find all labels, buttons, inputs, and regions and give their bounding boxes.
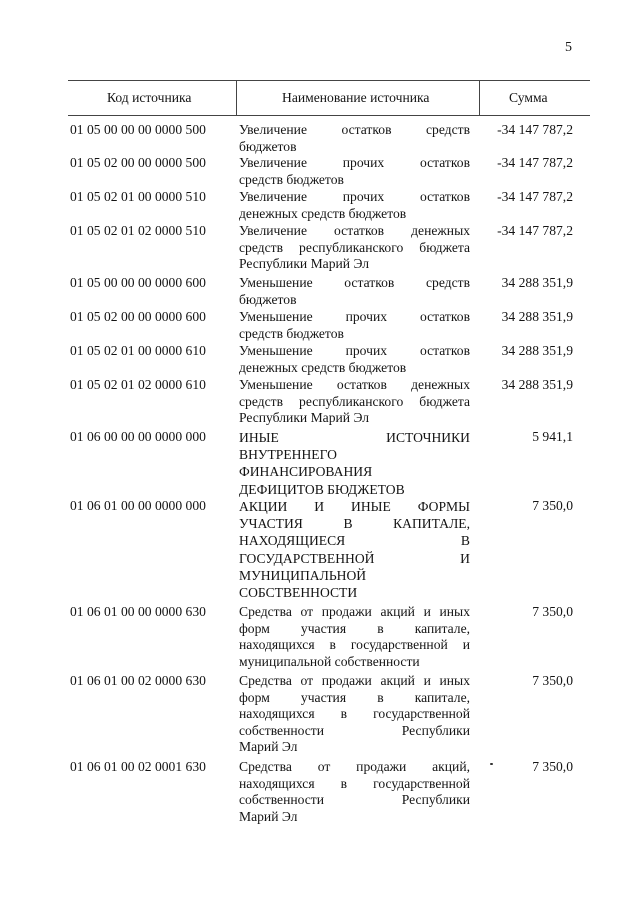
source-code: 01 05 00 00 00 0000 600 bbox=[70, 275, 206, 290]
source-name-line: собственности Республики bbox=[239, 722, 470, 738]
header-name: Наименование источника bbox=[282, 90, 430, 105]
source-name bbox=[239, 223, 470, 273]
amount-value: 7 350,0 bbox=[532, 604, 573, 619]
source-name-line: муниципальной собственности bbox=[239, 653, 420, 669]
column-divider bbox=[236, 81, 237, 115]
source-name-line: форм участия в капитале, bbox=[239, 620, 470, 636]
source-code: 01 05 02 01 02 0000 610 bbox=[70, 377, 206, 392]
amount-value: 5 941,1 bbox=[532, 429, 573, 444]
source-name-line: собственности Республики bbox=[239, 792, 470, 807]
amount-value: 34 288 351,9 bbox=[501, 377, 573, 392]
amount-value: 34 288 351,9 bbox=[501, 309, 573, 324]
source-name-line: МУНИЦИПАЛЬНОЙ bbox=[239, 567, 367, 583]
amount-value: 7 350,0 bbox=[532, 498, 573, 513]
source-name-line: Увеличение остатков средств bbox=[239, 122, 470, 137]
source-name-line: средств республиканского бюджета bbox=[239, 239, 470, 255]
source-name-line: ДЕФИЦИТОВ БЮДЖЕТОВ bbox=[239, 481, 405, 497]
source-name-line: находящихся в государственной и bbox=[239, 637, 470, 652]
source-code: 01 05 02 00 00 0000 500 bbox=[70, 155, 206, 170]
amount-value: -34 147 787,2 bbox=[497, 122, 573, 137]
source-name bbox=[239, 377, 470, 427]
source-name-line: СОБСТВЕННОСТИ bbox=[239, 584, 358, 600]
source-name bbox=[239, 122, 470, 155]
source-name bbox=[239, 275, 470, 308]
source-name bbox=[239, 309, 470, 342]
source-name-line: Средства от продажи акций и иных bbox=[239, 604, 470, 619]
amount-value: 7 350,0 bbox=[532, 673, 573, 688]
source-name bbox=[239, 673, 470, 756]
source-name-line: Марий Эл bbox=[239, 808, 298, 824]
source-code: 01 05 02 01 02 0000 510 bbox=[70, 223, 206, 238]
source-code: 01 05 02 01 00 0000 610 bbox=[70, 343, 206, 358]
source-code: 01 06 00 00 00 0000 000 bbox=[70, 429, 206, 444]
source-name bbox=[239, 343, 470, 376]
amount-value: 34 288 351,9 bbox=[501, 343, 573, 358]
source-name-line: ИНЫЕ ИСТОЧНИКИ bbox=[239, 430, 470, 445]
source-name-line: УЧАСТИЯ В КАПИТАЛЕ, bbox=[239, 516, 470, 532]
amount-value: -34 147 787,2 bbox=[497, 189, 573, 204]
amount-value: 34 288 351,9 bbox=[501, 275, 573, 290]
source-code: 01 06 01 00 02 0000 630 bbox=[70, 673, 206, 688]
source-name-line: Уменьшение прочих остатков bbox=[239, 343, 470, 358]
source-name-line: средств республиканского бюджета bbox=[239, 393, 470, 409]
source-name-line: находящихся в государственной bbox=[239, 775, 470, 791]
source-name-line: Республики Марий Эл bbox=[239, 410, 370, 425]
source-name-line: НАХОДЯЩИЕСЯ В bbox=[239, 533, 470, 549]
source-name-line: Увеличение остатков денежных bbox=[239, 223, 470, 238]
source-name-line: Уменьшение прочих остатков bbox=[239, 309, 470, 324]
source-code: 01 06 01 00 00 0000 630 bbox=[70, 604, 206, 619]
source-name-line: ФИНАНСИРОВАНИЯ bbox=[239, 464, 373, 480]
source-name-line: денежных средств бюджетов bbox=[239, 359, 407, 375]
source-name-line: ВНУТРЕННЕГО bbox=[239, 447, 337, 463]
table-header bbox=[68, 80, 590, 116]
source-name bbox=[239, 498, 470, 601]
source-code: 01 05 00 00 00 0000 500 bbox=[70, 122, 206, 137]
source-name bbox=[239, 189, 470, 222]
page-number: 5 bbox=[565, 40, 572, 55]
source-name-line: ГОСУДАРСТВЕННОЙ И bbox=[239, 550, 470, 566]
header-amount: Сумма bbox=[509, 90, 548, 105]
amount-value: 7 350,0 bbox=[532, 759, 573, 774]
source-name bbox=[239, 155, 470, 188]
source-code: 01 05 02 00 00 0000 600 bbox=[70, 309, 206, 324]
header-code: Код источника bbox=[107, 90, 192, 105]
source-name-line: средств бюджетов bbox=[239, 171, 344, 187]
source-name-line: Марий Эл bbox=[239, 739, 298, 754]
source-name-line: Увеличение прочих остатков bbox=[239, 189, 470, 204]
source-code: 01 06 01 00 00 0000 000 bbox=[70, 498, 206, 513]
source-name-line: Средства от продажи акций, bbox=[239, 759, 470, 774]
source-name bbox=[239, 604, 470, 670]
scan-speck bbox=[490, 763, 493, 765]
source-name-line: АКЦИИ И ИНЫЕ ФОРМЫ bbox=[239, 499, 470, 514]
source-name-line: Уменьшение остатков средств bbox=[239, 275, 470, 290]
source-name bbox=[239, 759, 470, 825]
source-name-line: находящихся в государственной bbox=[239, 706, 470, 721]
amount-value: -34 147 787,2 bbox=[497, 223, 573, 238]
source-code: 01 06 01 00 02 0001 630 bbox=[70, 759, 206, 774]
source-name-line: Уменьшение остатков денежных bbox=[239, 377, 470, 392]
source-name-line: денежных средств бюджетов bbox=[239, 205, 407, 221]
source-name-line: бюджетов bbox=[239, 138, 297, 154]
column-divider bbox=[479, 81, 480, 115]
amount-value: -34 147 787,2 bbox=[497, 155, 573, 170]
source-name-line: средств бюджетов bbox=[239, 325, 344, 341]
source-code: 01 05 02 01 00 0000 510 bbox=[70, 189, 206, 204]
source-name-line: Республики Марий Эл bbox=[239, 256, 370, 271]
source-name-line: форм участия в капитале, bbox=[239, 689, 470, 705]
source-name bbox=[239, 429, 470, 498]
source-name-line: Увеличение прочих остатков bbox=[239, 155, 470, 170]
source-name-line: бюджетов bbox=[239, 291, 297, 307]
source-name-line: Средства от продажи акций и иных bbox=[239, 673, 470, 688]
